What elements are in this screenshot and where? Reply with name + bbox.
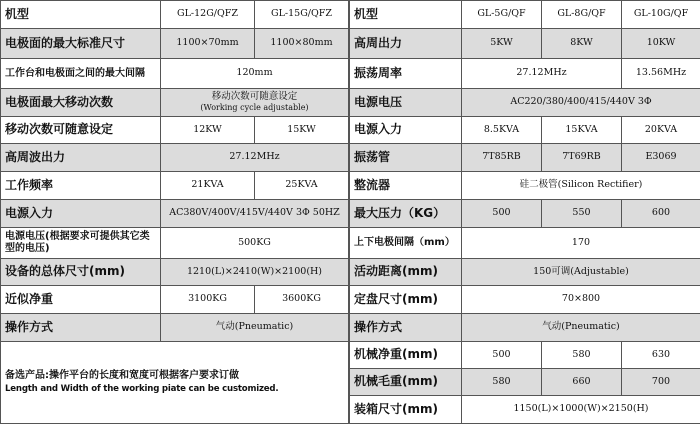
row-label: 电极面的最大标准尺寸 bbox=[1, 29, 161, 59]
row-label: 机型 bbox=[1, 1, 161, 29]
row-label: 电源电压 bbox=[350, 89, 462, 117]
cell: 120mm bbox=[161, 59, 349, 89]
row-label: 电极面最大移动次数 bbox=[1, 89, 161, 117]
cell: 170 bbox=[462, 228, 700, 259]
cell: 500 bbox=[462, 200, 542, 228]
cell: 1100×70mm bbox=[161, 29, 255, 59]
cell: GL-5G/QF bbox=[462, 1, 542, 29]
cell: 660 bbox=[542, 369, 622, 396]
cell: 1100×80mm bbox=[255, 29, 349, 59]
cell-sub: (Working cycle adjustable) bbox=[200, 103, 309, 113]
cell: 7T69RB bbox=[542, 144, 622, 172]
cell: 12KW bbox=[161, 117, 255, 144]
cell: 8.5KVA bbox=[462, 117, 542, 144]
cell: GL-15G/QFZ bbox=[255, 1, 349, 29]
cell: 27.12MHz bbox=[161, 144, 349, 172]
cell: 13.56MHz bbox=[622, 59, 700, 89]
row-label: 机型 bbox=[350, 1, 462, 29]
row-label: 设备的总体尺寸(mm) bbox=[1, 259, 161, 286]
cell: 3600KG bbox=[255, 286, 349, 314]
cell: 15KVA bbox=[542, 117, 622, 144]
customization-note bbox=[1, 342, 349, 424]
cell: GL-12G/QFZ bbox=[161, 1, 255, 29]
row-label: 上下电极间隔（mm） bbox=[350, 228, 462, 259]
row-label: 高周波出力 bbox=[1, 144, 161, 172]
cell: 1210(L)×2410(W)×2100(H) bbox=[161, 259, 349, 286]
row-label: 操作方式 bbox=[1, 314, 161, 342]
cell: GL-10G/QF bbox=[622, 1, 700, 29]
cell: 600 bbox=[622, 200, 700, 228]
cell: 15KW bbox=[255, 117, 349, 144]
row-label: 移动次数可随意设定 bbox=[1, 117, 161, 144]
cell: 25KVA bbox=[255, 172, 349, 200]
cell: 5KW bbox=[462, 29, 542, 59]
cell: 550 bbox=[542, 200, 622, 228]
right-spec-table bbox=[349, 0, 700, 424]
row-label: 机械毛重(mm) bbox=[350, 369, 462, 396]
row-label: 工作台和电极面之间的最大间隔 bbox=[1, 59, 161, 89]
cell: AC380V/400V/415V/440V 3Φ 50HZ bbox=[161, 200, 349, 228]
note-cn: 备选产品:操作平台的长度和宽度可根据客户要求订做 bbox=[5, 370, 239, 382]
row-label: 电源电压(根据要求可提供其它类型的电压) bbox=[1, 228, 161, 259]
cell: 27.12MHz bbox=[462, 59, 622, 89]
row-label: 高周出力 bbox=[350, 29, 462, 59]
cell: GL-8G/QF bbox=[542, 1, 622, 29]
cell: 630 bbox=[622, 342, 700, 369]
row-label: 定盘尺寸(mm) bbox=[350, 286, 462, 314]
cell: 500KG bbox=[161, 228, 349, 259]
row-label: 振荡管 bbox=[350, 144, 462, 172]
cell-main: 移动次数可随意设定 bbox=[211, 91, 298, 103]
cell: 70×800 bbox=[462, 286, 700, 314]
cell-multiline bbox=[161, 89, 349, 117]
cell: 580 bbox=[462, 369, 542, 396]
cell: 7T85RB bbox=[462, 144, 542, 172]
cell: 1150(L)×1000(W)×2150(H) bbox=[462, 396, 700, 424]
cell: 气动(Pneumatic) bbox=[462, 314, 700, 342]
cell: 500 bbox=[462, 342, 542, 369]
row-label: 操作方式 bbox=[350, 314, 462, 342]
row-label: 整流器 bbox=[350, 172, 462, 200]
row-label: 振荡周率 bbox=[350, 59, 462, 89]
row-label: 装箱尺寸(mm) bbox=[350, 396, 462, 424]
cell: 10KW bbox=[622, 29, 700, 59]
cell: 硅二极管(Silicon Rectifier) bbox=[462, 172, 700, 200]
note-en: Length and Width of the working piate can be customized. bbox=[5, 383, 279, 394]
row-label: 机械净重(mm) bbox=[350, 342, 462, 369]
cell: AC220/380/400/415/440V 3Φ bbox=[462, 89, 700, 117]
row-label: 近似净重 bbox=[1, 286, 161, 314]
cell: 8KW bbox=[542, 29, 622, 59]
row-label: 电源入力 bbox=[350, 117, 462, 144]
cell: 700 bbox=[622, 369, 700, 396]
cell: 150可调(Adjustable) bbox=[462, 259, 700, 286]
cell: 580 bbox=[542, 342, 622, 369]
row-label: 电源入力 bbox=[1, 200, 161, 228]
row-label: 最大压力（KG） bbox=[350, 200, 462, 228]
cell: E3069 bbox=[622, 144, 700, 172]
row-label: 工作频率 bbox=[1, 172, 161, 200]
cell: 20KVA bbox=[622, 117, 700, 144]
cell: 21KVA bbox=[161, 172, 255, 200]
left-spec-table bbox=[0, 0, 349, 424]
cell: 3100KG bbox=[161, 286, 255, 314]
row-label: 活动距离(mm) bbox=[350, 259, 462, 286]
cell: 气动(Pneumatic) bbox=[161, 314, 349, 342]
